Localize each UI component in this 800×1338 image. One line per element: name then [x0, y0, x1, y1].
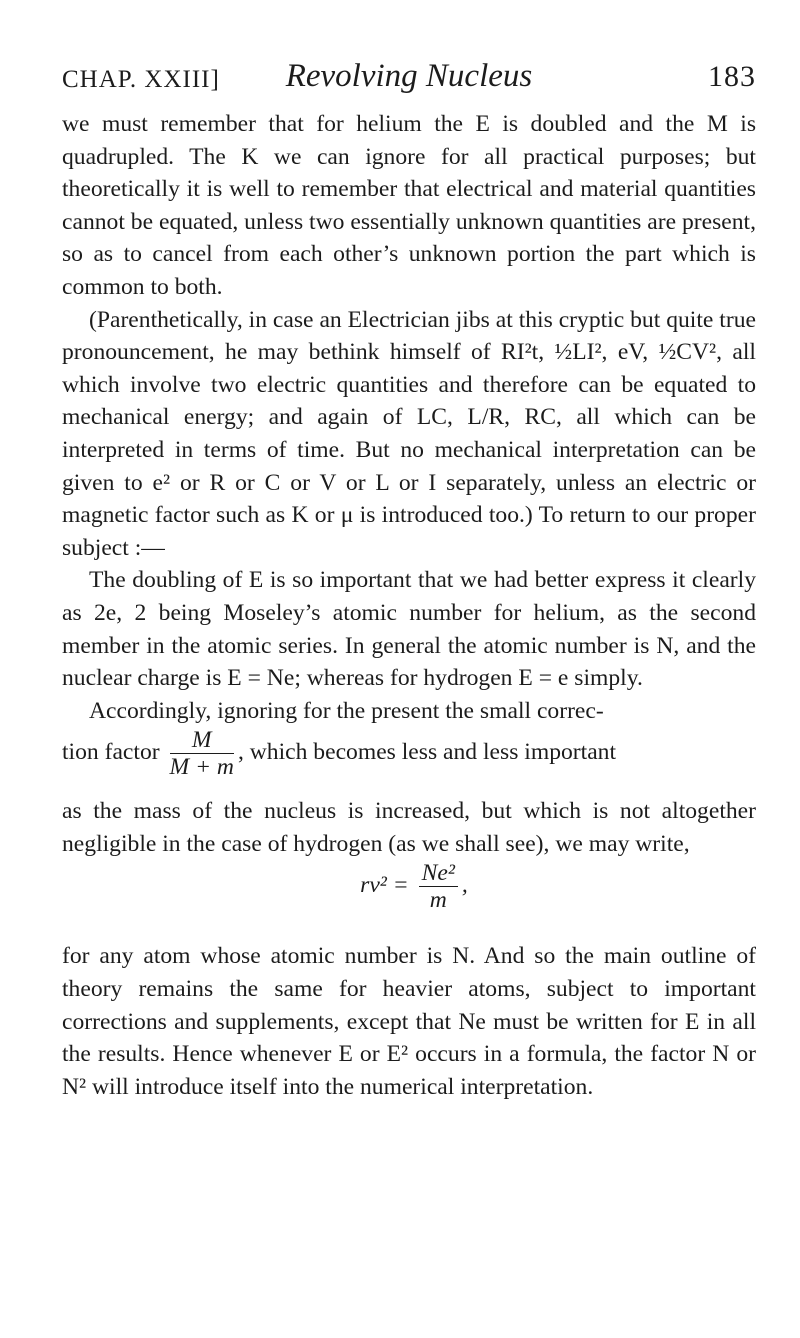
paragraph-1: we must remember that for helium the E is doubled and the M is quadrupled. The K we can ignore for all practical purposes; but theoretically it is well to remember that electrical and material quantities cannot be equated, unless two essentially unknown quantities are present, so as to cancel from each other’s unknown portion the part which is common to both.: [62, 111, 756, 300]
paragraph-4-line-1: Accordingly, ignoring for the present the small correc-: [89, 697, 604, 724]
running-header: [62, 58, 756, 102]
paragraph-5: for any atom whose atomic number is N. And so the main outline of theory remains the same for heavier atoms, subject to important corrections and supplements, except that Ne must be written for E in all the results. Hence whenever E or E² occurs in a formula, the factor N or N² will introduce itself into the numerical interpretation.: [62, 943, 756, 1100]
fraction-numerator: M: [170, 727, 234, 754]
formula-fraction: [419, 860, 458, 913]
fraction-line-pre: tion factor: [62, 739, 160, 766]
page-number: 183: [708, 60, 756, 93]
formula-numerator: Ne²: [419, 860, 458, 887]
display-formula: [62, 860, 756, 940]
formula-lhs: rv² =: [360, 872, 409, 899]
correction-factor-fraction: [170, 727, 234, 780]
paragraph-3: The doubling of E is so important that we had better express it clearly as 2e, 2 being Moseley’s atomic number for helium, as the second member in the atomic series. In general the atomic number is N, and the nuclear charge is E = Ne; whereas for hydrogen E = e simply.: [62, 567, 756, 692]
paragraph-2: (Parenthetically, in case an Electrician jibs at this cryptic but quite true pronouncement, he may bethink himself of RI²t, ½LI², eV, ½CV², all which involve two electric quantities and therefore can be equated to mechanical energy; and again of LC, L/R, RC, all which can be interpreted in terms of time. But no mechanical interpretation can be given to e² or R or C or V or L or I separately, unless an electric or magnetic factor such as K or μ is introduced too.) To return to our proper subject :—: [62, 306, 756, 561]
paragraph-4-continued: as the mass of the nucleus is increased, but which is not altogether negligible in the case of hydrogen (as we shall see), we may write,: [62, 798, 756, 857]
body-text: [62, 108, 756, 1103]
fraction-line-post: , which becomes less and less important: [237, 739, 617, 766]
formula-tail: ,: [461, 872, 468, 899]
fraction-denominator: M + m: [169, 754, 234, 781]
formula-denominator: m: [429, 887, 447, 914]
page-title: Revolving Nucleus: [285, 58, 533, 94]
fraction-line: [62, 727, 756, 795]
chapter-label: CHAP. XXIII]: [62, 66, 220, 93]
